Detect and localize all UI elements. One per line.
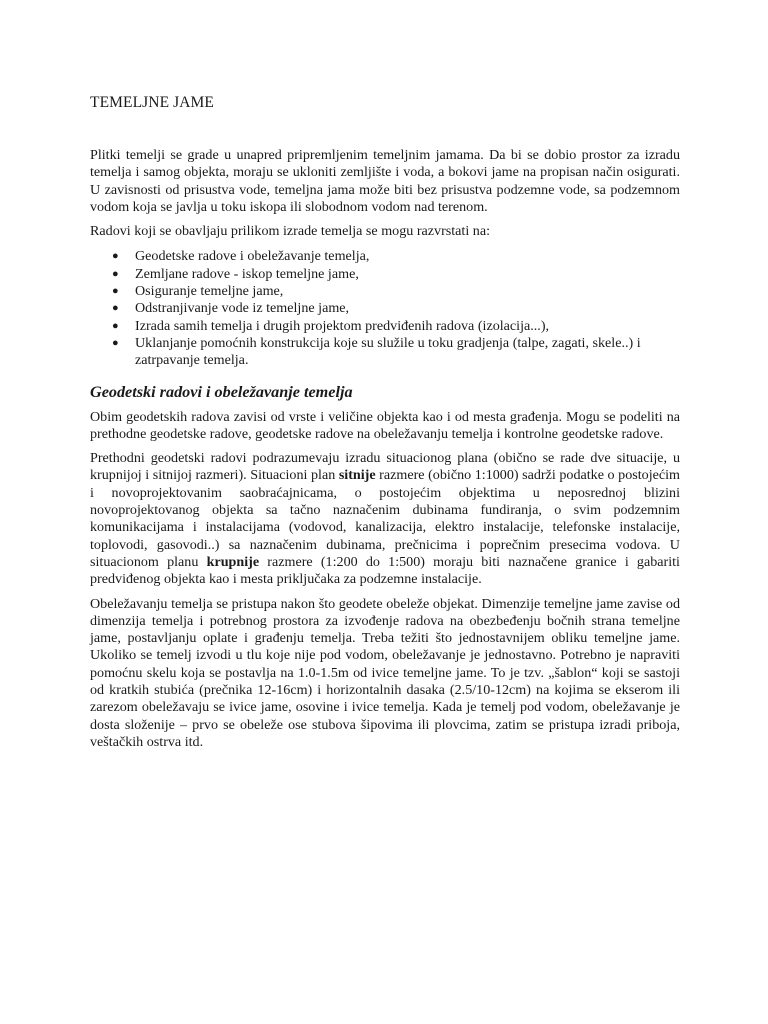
bold-term-krupnije: krupnije	[206, 553, 260, 570]
paragraph-text: razmere (1:200 do 1:500) moraju biti naznačene granice i gabariti predviđenog objekta kao i mesta priključaka za podzemne instalacije.	[90, 553, 680, 588]
bullet-dot-icon: ●	[112, 250, 119, 263]
list-item-text: Osiguranje temeljne jame,	[135, 283, 284, 300]
list-item	[112, 283, 680, 300]
bullet-dot-icon: ●	[112, 285, 119, 298]
section-paragraph-1: Obim geodetskih radova zavisi od vrste i veličine objekta kao i od mesta građenja. Mogu se podeliti na prethodne geodetske radove, geodetske radove na obeležavanju temelja i kontrolne geodetske radove.	[90, 408, 680, 442]
section-heading: Geodetski radovi i obeležavanje temelja	[90, 382, 353, 401]
list-item	[112, 248, 680, 265]
section-paragraph-3: Obeležavanju temelja se pristupa nakon što geodete obeleže objekat. Dimenzije temeljne jame zavise od dimenzija temelja i potrebnog prostora za izvođenje radova na obezbeđenju bočnih strana temeljne jame, postavljanju oplate i građenju temelja. Treba težiti što jednostavnijem obliku temeljne jame. Ukoliko se temelj izvodi u tlu koje nije pod vodom, obeležavanje je jednostavno. Potrebno je napraviti pomoćnu skelu koja se postavlja na 1.0-1.5m od ivice temeljne jame. To je tzv. „šablon“ koji se sastoji od kratkih stubića (prečnika 12-16cm) i horizontalnih dasaka (2.5/10-12cm) na kojima se ekserom ili zarezom obeležavaju se ivice jame, osovine i ivice temelja. Kada je temelj pod vodom, obeležavanje je dosta složenije – prvo se obeleže ose stubova šipovima ili plovcima, zatim se pristupa izradi priboja, veštačkih ostrva itd.	[90, 595, 680, 750]
document-content	[90, 147, 680, 758]
list-lead-paragraph: Radovi koji se obavljaju prilikom izrade temelja se mogu razvrstati na:	[90, 223, 490, 240]
section-paragraph-2	[90, 450, 680, 588]
list-item	[112, 300, 680, 317]
list-item-text: Geodetske radove i obeležavanje temelja,	[135, 248, 370, 265]
list-item-text: Odstranjivanje vode iz temeljne jame,	[135, 300, 350, 317]
list-item	[112, 334, 680, 370]
paragraph-text: Prethodni geodetski radovi podrazumevaju izradu situacionog plana (obično se rade dve situacije, u krupnijoj i sitnijoj razmeri). Situacioni plan	[90, 450, 680, 484]
works-list	[90, 248, 680, 369]
list-item-text: Izrada samih temelja i drugih projektom predviđenih radova (izolacija...),	[135, 317, 550, 334]
list-item-text: Uklanjanje pomoćnih konstrukcija koje su služile u toku gradjenja (talpe, zagati, skele..) i zatrpavanje temelja.	[135, 334, 641, 369]
list-item	[112, 317, 680, 335]
paragraph-text: razmere (obično 1:1000) sadrži podatke o postojećim i novoprojektovanim saobraćajnicama, o postojećim objektima u neposrednoj blizini novoprojektovanog objekta sa tačno naznačenim dubinama fundiranja, o svim podzemnim komunikacijama i instalacijama (vodovod, kanalizacija, elektro instalacije, telefonske instalacije, toplovodi, gasovodi..) sa naznačenim dubinama, prečnicima i poprečnim presecima vodova. U situacionom planu	[90, 467, 680, 570]
list-item-text: Zemljane radove - iskop temeljne jame,	[135, 265, 359, 282]
bold-term-sitnije: sitnije	[338, 467, 376, 484]
document-title: TEMELJNE JAME	[90, 94, 214, 111]
bullet-dot-icon: ●	[112, 319, 119, 332]
bullet-dot-icon: ●	[112, 336, 119, 349]
bullet-dot-icon: ●	[112, 267, 119, 280]
intro-paragraph: Plitki temelji se grade u unapred pripremljenim temeljnim jamama. Da bi se dobio prostor za izradu temelja i samog objekta, moraju se ukloniti zemljište i voda, a bokovi jame na propisan način osigurati. U zavisnosti od prisustva vode, temeljna jama može biti bez prisustva podzemne vode, sa podzemnom vodom koja se javlja u toku iskopa ili slobodnom vodom nad terenom.	[90, 147, 680, 215]
list-item	[112, 265, 680, 283]
bullet-dot-icon: ●	[112, 302, 119, 315]
